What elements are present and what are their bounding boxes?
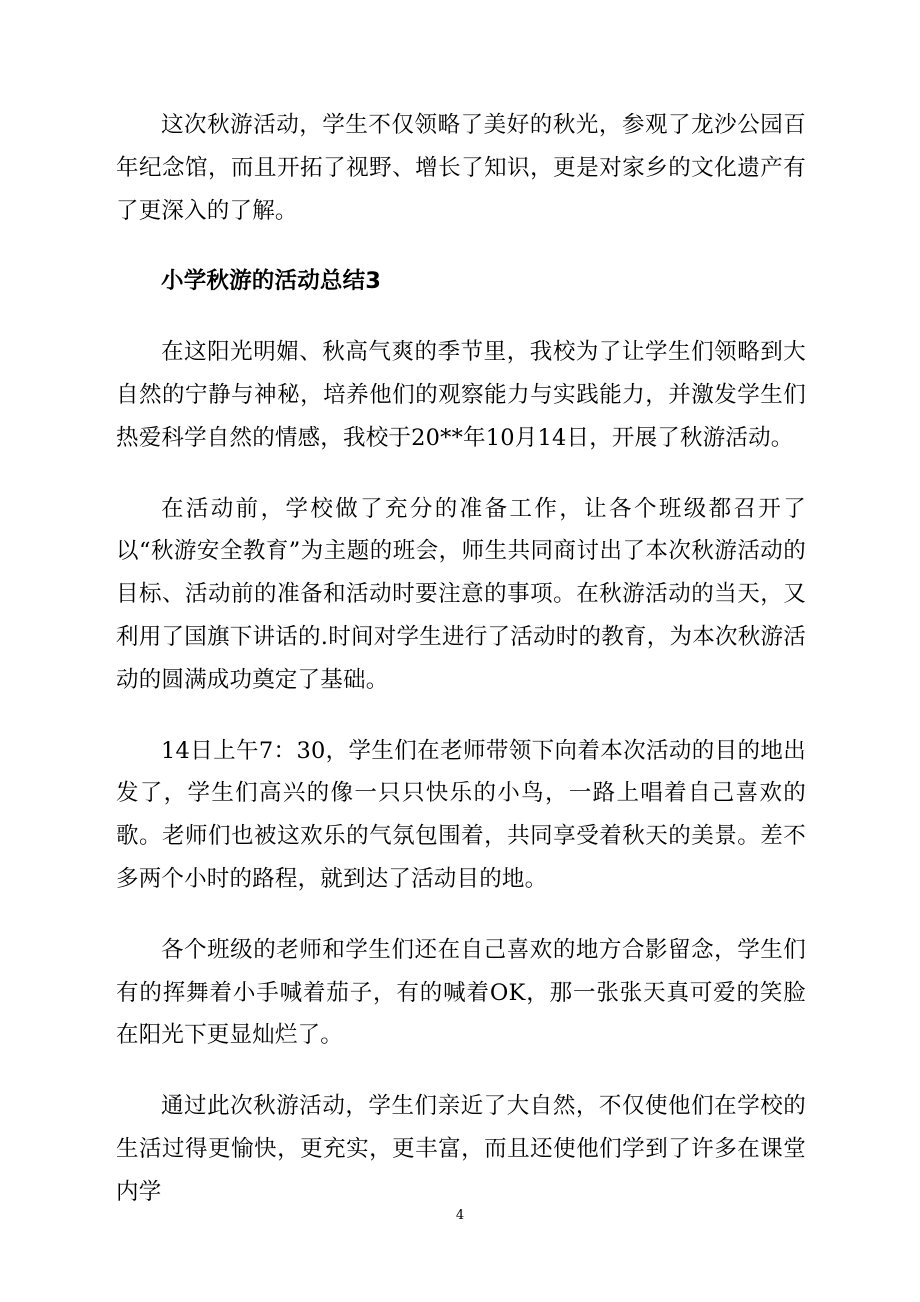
paragraph: 在这阳光明媚、秋高气爽的季节里，我校为了让学生们领略到大自然的宁静与神秘，培养他们的观察能力与实践能力，并激发学生们热爱科学自然的情感，我校于20**年10月14日，开展了秋游活动。 [116, 339, 806, 451]
paragraph: 各个班级的老师和学生们还在自己喜欢的地方合影留念，学生们有的挥舞着小手喊着茄子，有的喊着OK，那一张张天真可爱的笑脸在阳光下更显灿烂了。 [116, 936, 806, 1049]
page-number: 4 [455, 1208, 465, 1223]
paragraph: 在活动前，学校做了充分的准备工作，让各个班级都召开了以“秋游安全教育”为主题的班会，师生共同商讨出了本次秋游活动的目标、活动前的准备和活动时要注意的事项。在秋游活动的当天，又利用了国旗下讲话的.时间对学生进行了活动时的教育，为本次秋游活动的圆满成功奠定了基础。 [116, 495, 806, 693]
paragraph: 14日上午7：30，学生们在老师带领下向着本次活动的目的地出发了，学生们高兴的像一只只快乐的小鸟，一路上唱着自己喜欢的歌。老师们也被这欢乐的气氛包围着，共同享受着秋天的美景。差不多两个小时的路程，就到达了活动目的地。 [116, 737, 806, 892]
section-heading: 小学秋游的活动总结3 [161, 268, 382, 295]
document-body [116, 104, 806, 1242]
paragraph: 通过此次秋游活动，学生们亲近了大自然，不仅使他们在学校的生活过得更愉快，更充实，更丰富，而且还使他们学到了许多在课堂内学 [116, 1093, 806, 1205]
paragraph-intro: 这次秋游活动，学生不仅领略了美好的秋光，参观了龙沙公园百年纪念馆，而且开拓了视野、增长了知识，更是对家乡的文化遗产有了更深入的了解。 [116, 112, 806, 224]
